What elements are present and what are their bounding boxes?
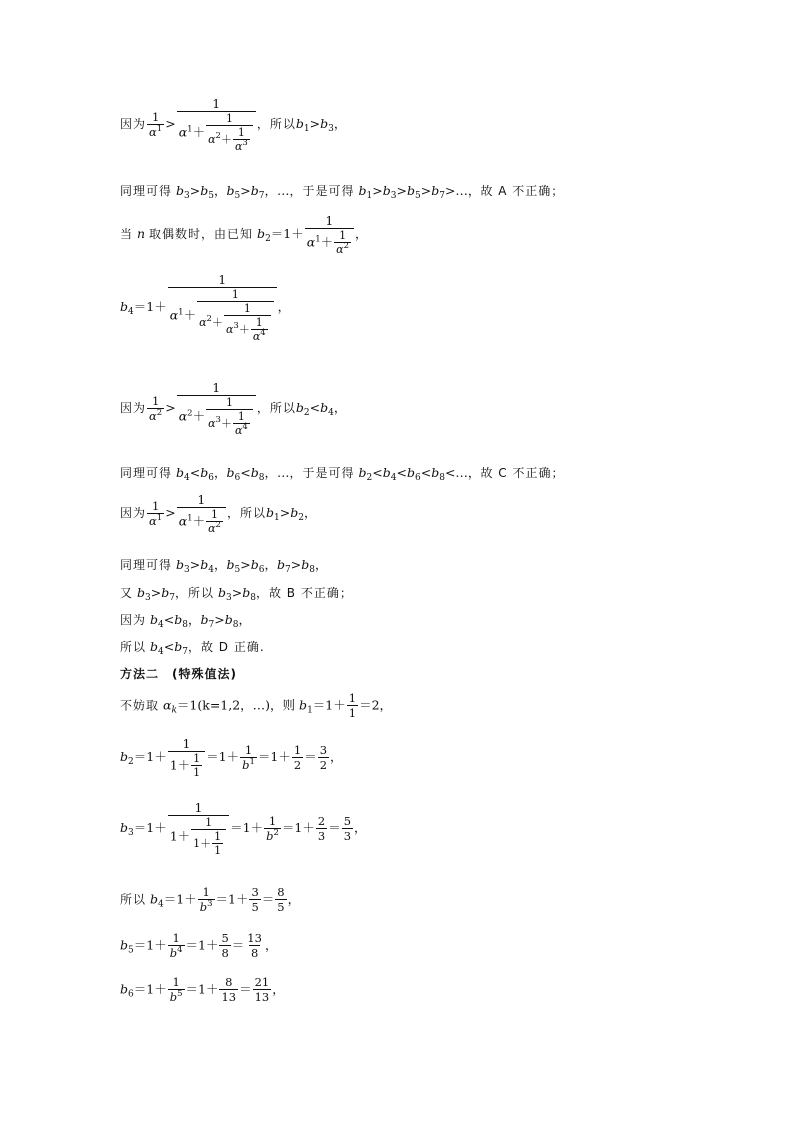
line-odd-conclusion: 同理可得 $b_3>b_5$，$b_5>b_7$，…，于是可得 $b_1>b_3>b_5>b_7>\dots$，故 A 不正确；	[120, 183, 565, 201]
continued-fraction: 1 $\alpha^1+$ $\frac{1}{\alpha^2}$	[305, 213, 354, 256]
line-option-b: 又 $b_3>b_7$，所以 $b_3>b_8$，故 B 不正确；	[120, 585, 353, 603]
line-even-conclusion: 同理可得 $b_4<b_6$，$b_6<b_8$，…，于是可得 $b_2<b_4<b_6<b_8<\dots$，故 C 不正确；	[120, 465, 565, 483]
line-even-b2: 当 n 取偶数时，由已知 $b_2=1+$ 1 $\alpha^1+$ $\frac{1}{\alpha^2}$ ，	[120, 213, 368, 256]
line-compare-b1-b3: 因为 $\frac{1}{\alpha^1}$ > 1 $\alpha^1+$ 1 $\alpha^2+$ $\frac{1}{\alpha^3}$ ，所以$b_1>b_3$，	[120, 96, 347, 153]
line-option-d: 所以 $b_4<b_7$，故 D 正确.	[120, 639, 265, 657]
line-b5-value: $b_5=1+$ $\frac{1}{b^4}$ ＝1＋ $\frac{5}{8}$ ＝ $\frac{13}{8}$ ，	[120, 931, 278, 960]
fraction: $\frac{1}{\alpha^1}$	[149, 109, 163, 139]
continued-fraction: 1 $\alpha^1+$ 1 $\alpha^2+$ $\frac{1}{\alpha^3}$	[177, 96, 256, 153]
line-b4: $b_4=1+$ 1 $\alpha^1+$ 1 $\alpha^2+$ 1 $\alpha^3+$ $\frac{1}{\alpha^4}$ ，	[120, 272, 291, 343]
text-because: 因为	[120, 117, 147, 131]
line-b2-value: $b_2=1+$ 1 1＋ $\frac{1}{1}$ ＝1＋ $\frac{1}{b^1}$ ＝1＋ $\frac{1}{2}$ ＝ $\frac{3}{2}$ ，	[120, 736, 343, 779]
continued-fraction: 1 $\alpha^2+$ 1 $\alpha^3+$ $\frac{1}{\alpha^4}$	[177, 380, 256, 437]
line-similar: 同理可得 $b_3>b_4$，$b_5>b_6$，$b_7>b_8$，	[120, 557, 328, 575]
continued-fraction: 1 $\alpha^1+$ $\frac{1}{\alpha^2}$	[177, 492, 226, 535]
line-b3-value: $b_3=1+$ 1 1＋ 1 1＋ $\frac{1}{1}$ ＝1＋ $\frac{1}{b^2}$ ＝1＋ $\frac{2}{3}$ ＝ $\frac{5}{3}$ ，	[120, 800, 367, 857]
continued-fraction: 1 $\alpha^1+$ 1 $\alpha^2+$ 1 $\alpha^3+$ $\frac{1}{\alpha^4}$	[168, 272, 277, 343]
line-because-b4: 因为 $b_4<b_8$，$b_7>b_8$，	[120, 612, 251, 630]
line-compare-b2-b4: 因为 $\frac{1}{\alpha^2}$ > 1 $\alpha^2+$ 1 $\alpha^3+$ $\frac{1}{\alpha^4}$ ，所以$b_2<b_4$，	[120, 380, 347, 437]
line-special-value: 不妨取 $\alpha_k=1(k=1,2$，…)，则 $b_1=1+$ $\frac{1}{1}$ ＝2，	[120, 691, 393, 720]
line-b4-value: 所以 $b_4=1+$ $\frac{1}{b^3}$ ＝1＋ $\frac{3}{5}$ ＝ $\frac{8}{5}$ ，	[120, 885, 301, 914]
section-heading-method2: 方法二 (特殊值法)	[120, 667, 237, 681]
line-b6-value: $b_6=1+$ $\frac{1}{b^5}$ ＝1＋ $\frac{8}{13}$ ＝ $\frac{21}{13}$ ，	[120, 975, 285, 1004]
line-compare-b1-b2: 因为 $\frac{1}{\alpha^1}$ > 1 $\alpha^1+$ $\frac{1}{\alpha^2}$ ，所以$b_1>b_2$，	[120, 492, 317, 535]
